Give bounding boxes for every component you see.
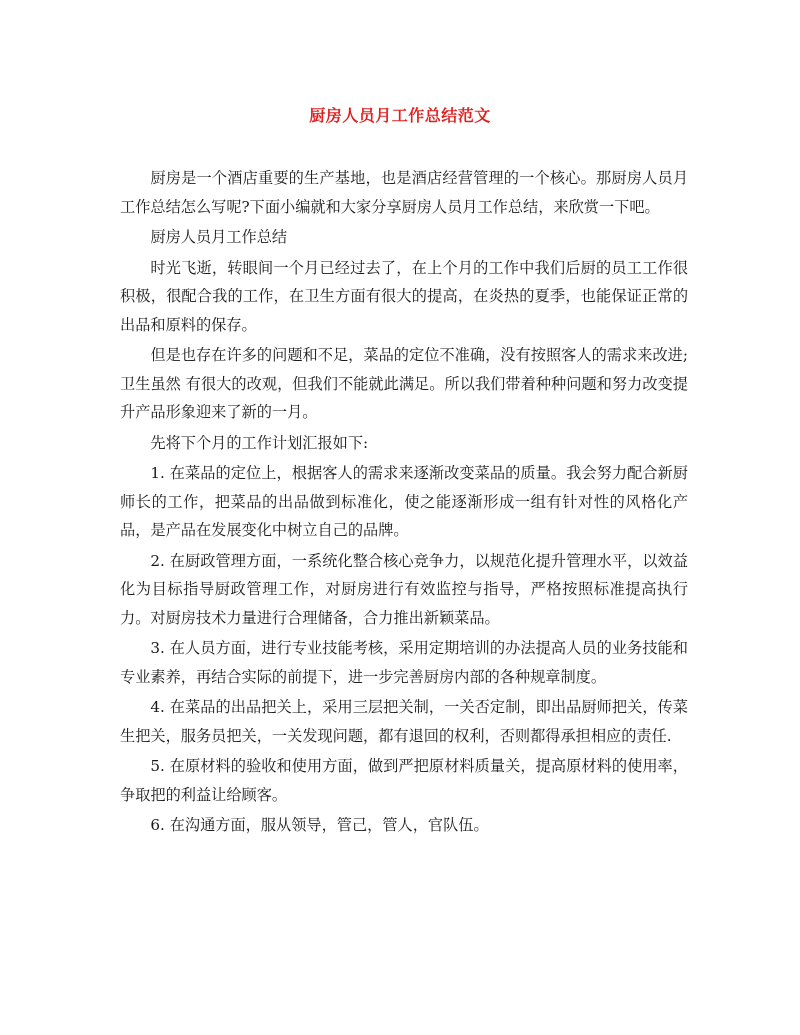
intro-paragraph: 厨房是一个酒店重要的生产基地，也是酒店经营管理的一个核心。那厨房人员月工作总结怎么写呢?下面小编就和大家分享厨房人员月工作总结，来欣赏一下吧。 [120,169,688,216]
document-title: 厨房人员月工作总结范文 [309,106,491,125]
plan-item-5: 5. 在原材料的验收和使用方面，做到严把原材料质量关，提高原材料的使用率，争取把的利益让给顾客。 [120,757,688,804]
document-body [120,164,688,840]
summary-paragraph: 时光飞逝，转眼间一个月已经过去了，在上个月的工作中我们后厨的员工工作很积极，很配合我的工作，在卫生方面有很大的提高，在炎热的夏季，也能保证正常的出品和原料的保存。 [120,258,688,334]
section-heading: 厨房人员月工作总结 [150,228,288,246]
problems-paragraph: 但是也存在许多的问题和不足，菜品的定位不准确，没有按照客人的需求来改进;卫生虽然 有很大的改观，但我们不能就此满足。所以我们带着种种问题和努力改变提升产品形象迎来了新的一月。 [120,346,688,421]
plan-item-6: 6. 在沟通方面，服从领导，管己，管人，官队伍。 [150,816,489,834]
plan-item-3: 3. 在人员方面，进行专业技能考核，采用定期培训的办法提高人员的业务技能和专业素养，再结合实际的前提下，进一步完善厨房内部的各种规章制度。 [120,639,688,686]
plan-item-4: 4. 在菜品的出品把关上，采用三层把关制，一关否定制，即出品厨师把关，传菜生把关，服务员把关，一关发现问题，都有退回的权利，否则都得承担相应的责任. [120,698,688,745]
plan-item-2: 2. 在厨政管理方面，一系统化整合核心竞争力，以规范化提升管理水平，以效益化为目标指导厨政管理工作，对厨房进行有效监控与指导，严格按照标准提高执行力。对厨房技术力量进行合理储备，合力推出新颖菜品。 [120,551,688,627]
plan-item-1: 1. 在菜品的定位上，根据客人的需求来逐渐改变菜品的质量。我会努力配合新厨师长的工作，把菜品的出品做到标准化，使之能逐渐形成一组有针对性的风格化产品，是产品在发展变化中树立自己的品牌。 [120,464,688,539]
plan-intro-paragraph: 先将下个月的工作计划汇报如下: [150,433,369,452]
